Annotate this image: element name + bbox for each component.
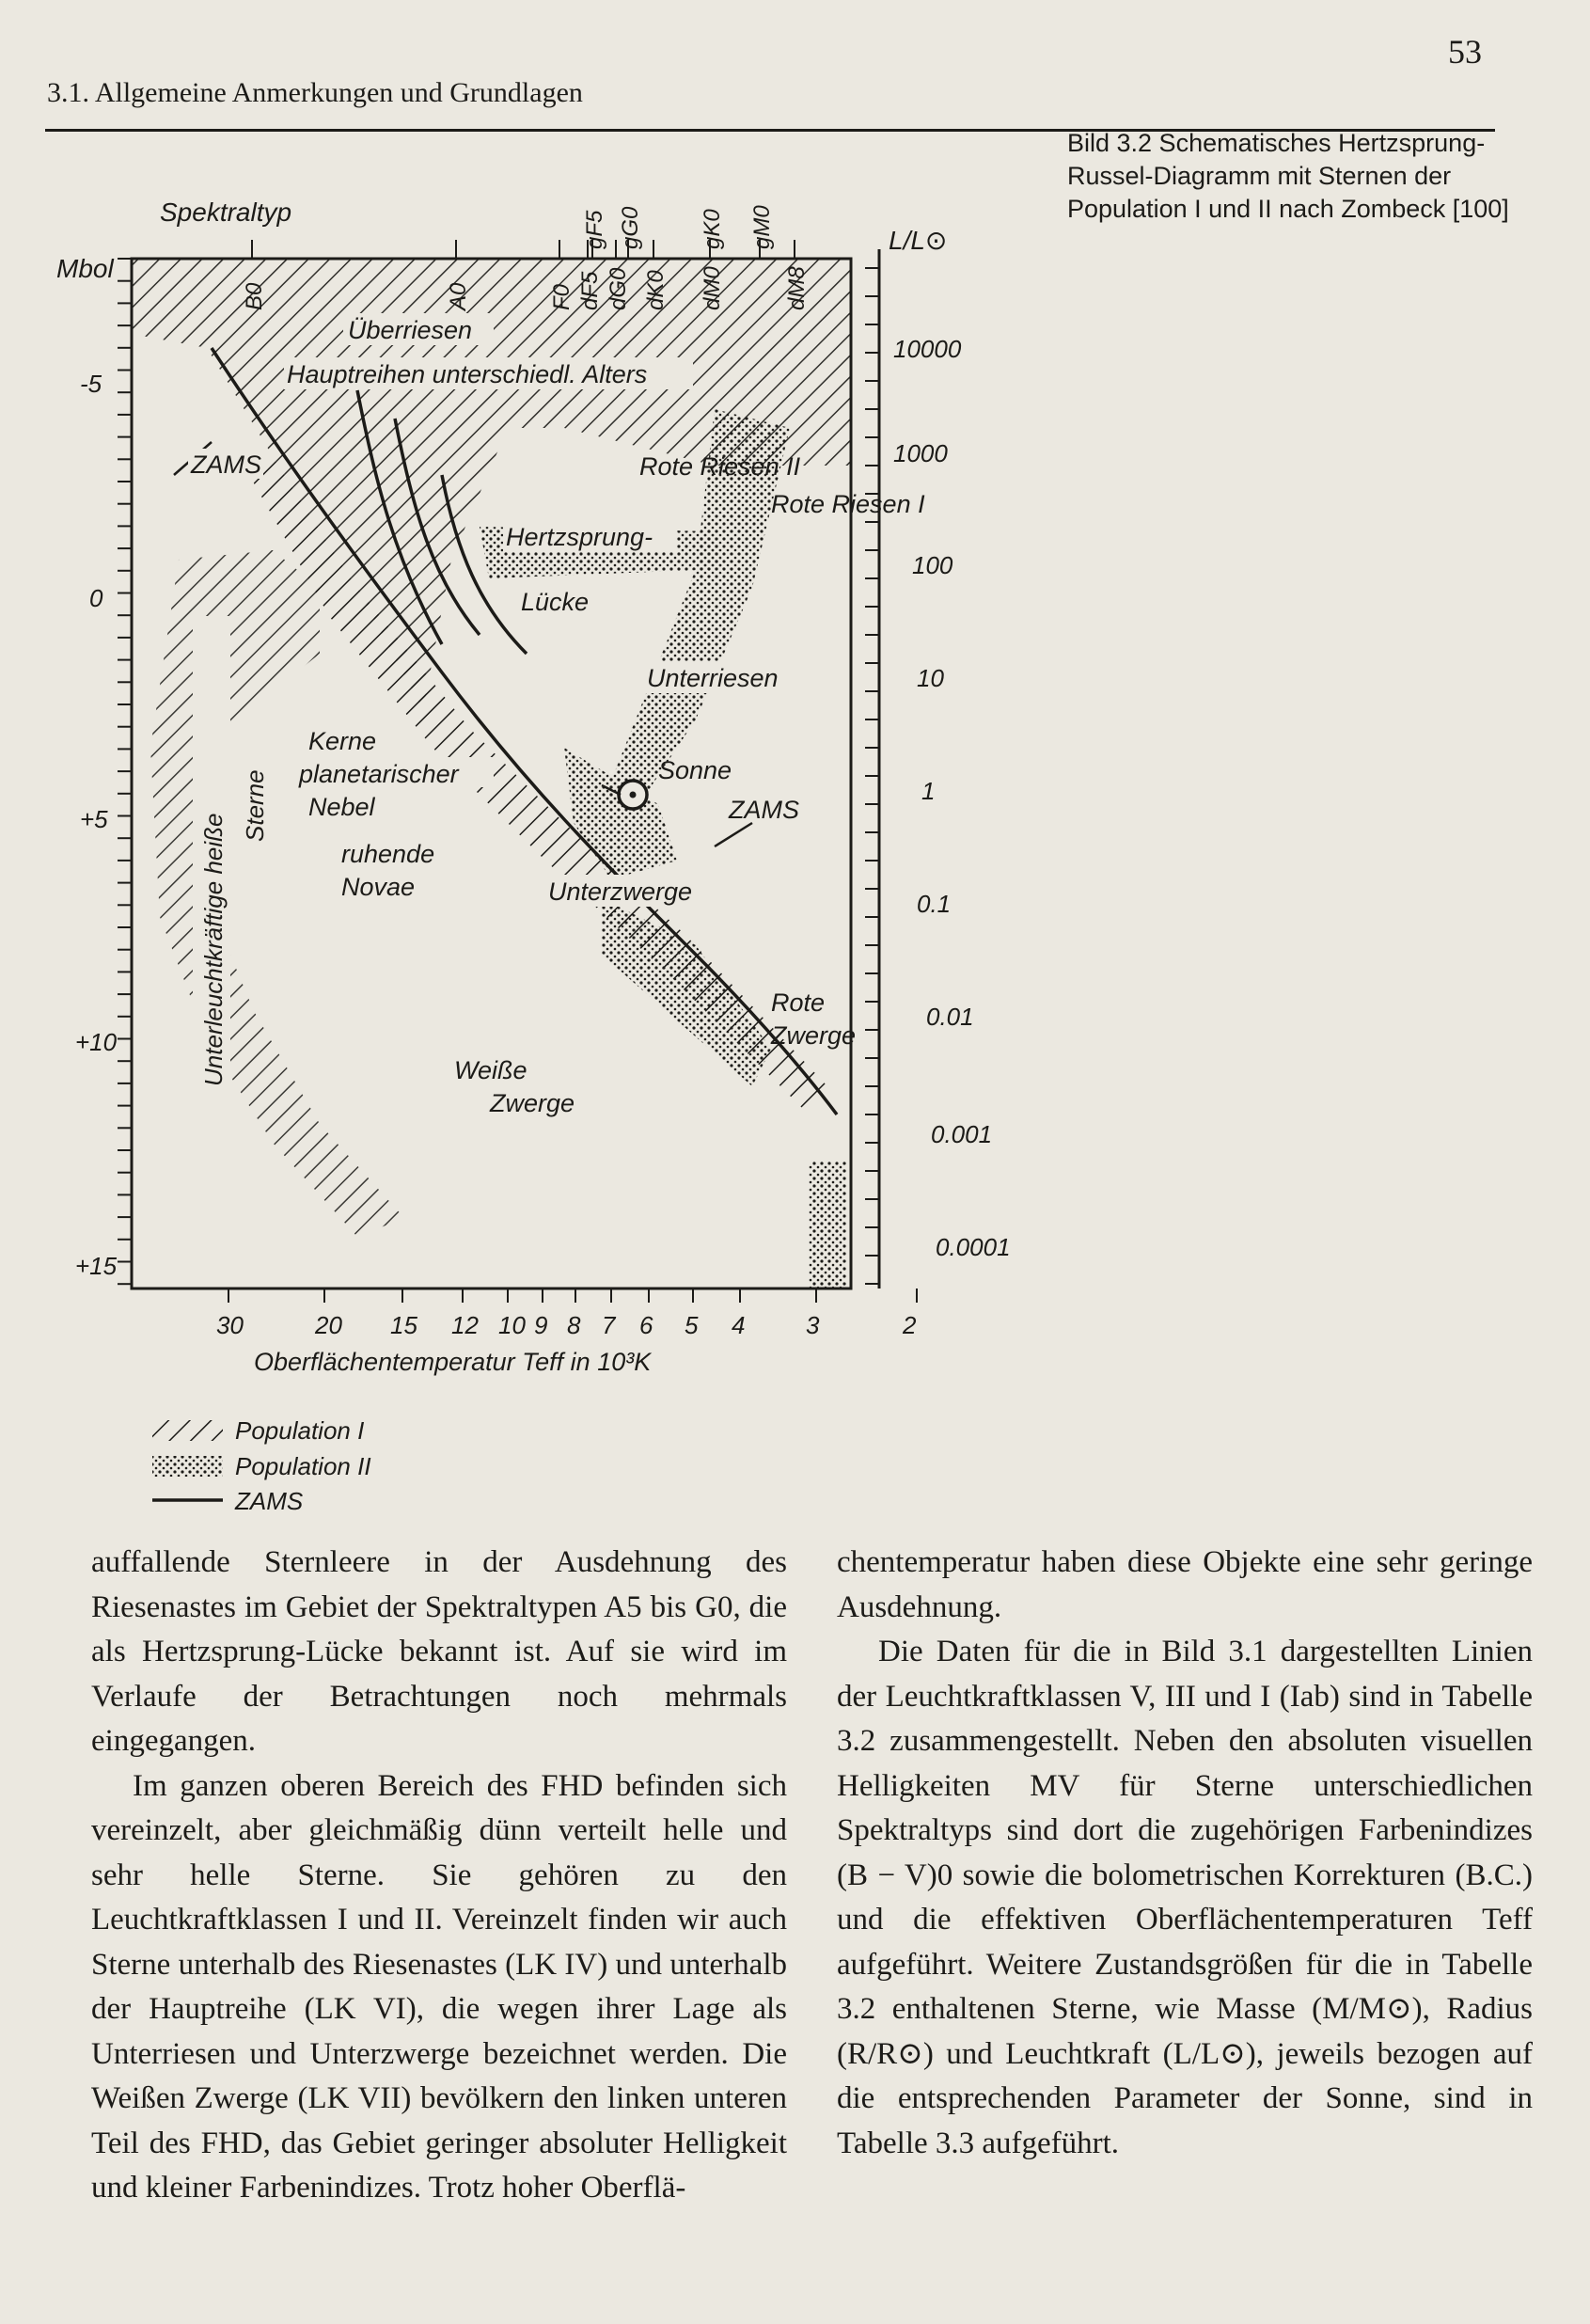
pop2-subdwarfs — [602, 898, 771, 1086]
text-column-right — [837, 1541, 1533, 2166]
right-tick: 10 — [917, 664, 944, 692]
right-tick: 10000 — [893, 335, 962, 363]
right-axis — [865, 226, 1011, 1288]
label-unterzwerge: Unterzwerge — [548, 877, 693, 906]
label-hauptreihen: Hauptreihen unterschiedl. Alters — [287, 360, 648, 388]
label-rote: Rote — [771, 988, 826, 1017]
label-zams-top: ZAMS — [191, 451, 262, 479]
label-ueberriesen: Überriesen — [348, 316, 473, 344]
x-tick: 5 — [685, 1311, 699, 1339]
spectral-label: gF5 — [582, 210, 607, 249]
right-tick: 0.1 — [917, 890, 952, 918]
label-rote-riesen-1: Rote Riesen I — [771, 490, 925, 518]
x-tick: 3 — [806, 1311, 820, 1339]
right-tick: 1 — [921, 777, 936, 805]
spectral-label: dF5 — [577, 271, 603, 310]
x-tick: 12 — [451, 1311, 479, 1339]
label-unterriesen: Unterriesen — [647, 664, 779, 692]
x-axis-title: Oberflächentemperatur Teff in 10³K — [254, 1348, 652, 1376]
paragraph: Im ganzen oberen Bereich des FHD befinden sich vereinzelt, aber gleichmäßig dünn verteilt helle und sehr helle Sterne. Sie gehören zu den Leuchtkraftklassen I und II. Vereinzelt finden wir auch Sterne unterhalb des Riesenastes (LK IV) und unterhalb der Hauptreihe (LK VI), die wegen ihrer Lage als Unterriesen und Unterzwerge bezeichnet werden. Die Weißen Zwerge (LK VII) bevölkern den linken unteren Teil des FHD, das Gebiet geringer absoluter Helligkeit und kleiner Farbenindizes. Trotz hoher Oberflä- — [91, 1768, 787, 2205]
x-tick: 7 — [602, 1311, 616, 1339]
pop2-red-dwarfs — [809, 1162, 846, 1288]
x-tick: 10 — [498, 1311, 526, 1339]
x-tick: 15 — [390, 1311, 417, 1339]
label-luecke: Lücke — [521, 588, 590, 616]
x-tick: 9 — [534, 1311, 548, 1339]
label-zams-mid: ZAMS — [729, 796, 800, 824]
spectral-label: dM0 — [700, 266, 725, 310]
text-column-left — [91, 1541, 787, 2211]
left-axis-title: Mbol — [56, 254, 114, 283]
legend-label-pop1: Population I — [235, 1416, 365, 1445]
right-tick: 1000 — [893, 439, 948, 467]
x-tick: 6 — [639, 1311, 653, 1339]
right-tick: 0.01 — [926, 1003, 974, 1031]
right-tick: 100 — [912, 551, 953, 579]
legend-swatch-pop1 — [152, 1420, 223, 1441]
x-tick: 20 — [315, 1311, 342, 1339]
legend-swatch-pop2 — [152, 1456, 223, 1477]
spectral-label: B0 — [242, 282, 267, 310]
label-nebel: Nebel — [308, 793, 375, 821]
label-planetarischer: planetarischer — [299, 760, 459, 788]
right-tick: 0.0001 — [936, 1233, 1011, 1261]
spectral-label: dK0 — [643, 270, 669, 310]
left-axis — [56, 254, 132, 1284]
label-sterne: Sterne — [241, 769, 269, 842]
right-tick: 0.001 — [931, 1120, 993, 1148]
left-tick: -5 — [80, 370, 102, 398]
paragraph: chentemperatur haben diese Objekte eine sehr geringe Ausdehnung. — [837, 1545, 1533, 1624]
label-rote-riesen-2: Rote Riesen II — [639, 452, 801, 481]
running-head: 3.1. Allgemeine Anmerkungen und Grundlagen — [47, 77, 583, 108]
left-tick: +5 — [80, 805, 108, 833]
label-kerne: Kerne — [308, 727, 377, 755]
spectral-label: gM0 — [749, 205, 775, 249]
label-ruhende: ruhende — [341, 840, 435, 868]
spectral-label: dG0 — [606, 267, 631, 310]
x-tick: 2 — [903, 1311, 917, 1339]
label-hertzsprung: Hertzsprung- — [506, 523, 653, 551]
legend — [152, 1416, 371, 1515]
right-axis-title: L/L⊙ — [889, 226, 948, 255]
label-sonne: Sonne — [658, 756, 732, 784]
label-weisse: Weiße — [454, 1056, 527, 1084]
spectral-label: gK0 — [700, 209, 725, 249]
spectral-label: gG0 — [618, 206, 643, 249]
page-number: 53 — [1448, 33, 1482, 71]
label-zwerge-weisse: Zwerge — [490, 1089, 575, 1117]
label-unterleuchtkraeftige: Unterleuchtkräftige heiße — [199, 813, 228, 1086]
bottom-axis — [216, 1288, 917, 1376]
legend-label-pop2: Population II — [235, 1452, 371, 1480]
figure-caption: Bild 3.2 Schematisches Hertzsprung-Russel-Diagramm mit Sternen der Population I und II nach Zombeck [100] — [1067, 129, 1509, 223]
x-tick: 8 — [567, 1311, 581, 1339]
hr-diagram — [38, 146, 1063, 1528]
spectral-label: dM8 — [784, 266, 810, 310]
legend-label-zams: ZAMS — [235, 1487, 304, 1515]
left-tick: +15 — [75, 1252, 118, 1280]
spectral-label: F0 — [549, 283, 575, 310]
paragraph: auffallende Sternleere in der Ausdehnung des Riesenastes im Gebiet der Spektraltypen A5 bis G0, die als Hertzsprung-Lücke bekannt ist. Auf sie wird im Verlaufe der Betrachtungen noch mehrmals eingegangen. — [91, 1545, 787, 1758]
label-zwerge-rote: Zwerge — [771, 1021, 857, 1050]
left-tick: +10 — [75, 1028, 118, 1056]
sun-symbol — [619, 781, 647, 809]
label-novae: Novae — [341, 873, 416, 901]
paragraph: Die Daten für die in Bild 3.1 dargestellten Linien der Leuchtkraftklassen V, III und I (Iab) sind in Tabelle 3.2 zusammengestellt. Neben den absoluten visuellen Helligkeiten MV für Sterne unterschiedlichen Spektraltyps sind dort die zugehörigen Farbenindizes (B − V)0 sowie die bolometrischen Korrekturen (B.C.) und die effektiven Oberflächentemperaturen Teff aufgeführt. Weitere Zustandsgrößen für die in Tabelle 3.2 enthaltenen Sterne, wie Masse (M/M⊙), Radius (R/R⊙) und Leuchtkraft (L/L⊙), jeweils bezogen auf die entsprechenden Parameter der Sonne, sind in Tabelle 3.3 aufgeführt. — [837, 1635, 1533, 2160]
spectral-label: A0 — [446, 282, 471, 310]
left-tick: 0 — [89, 584, 103, 612]
x-tick: 4 — [732, 1311, 746, 1339]
x-tick: 30 — [216, 1311, 244, 1339]
spectral-title: Spektraltyp — [160, 198, 292, 227]
